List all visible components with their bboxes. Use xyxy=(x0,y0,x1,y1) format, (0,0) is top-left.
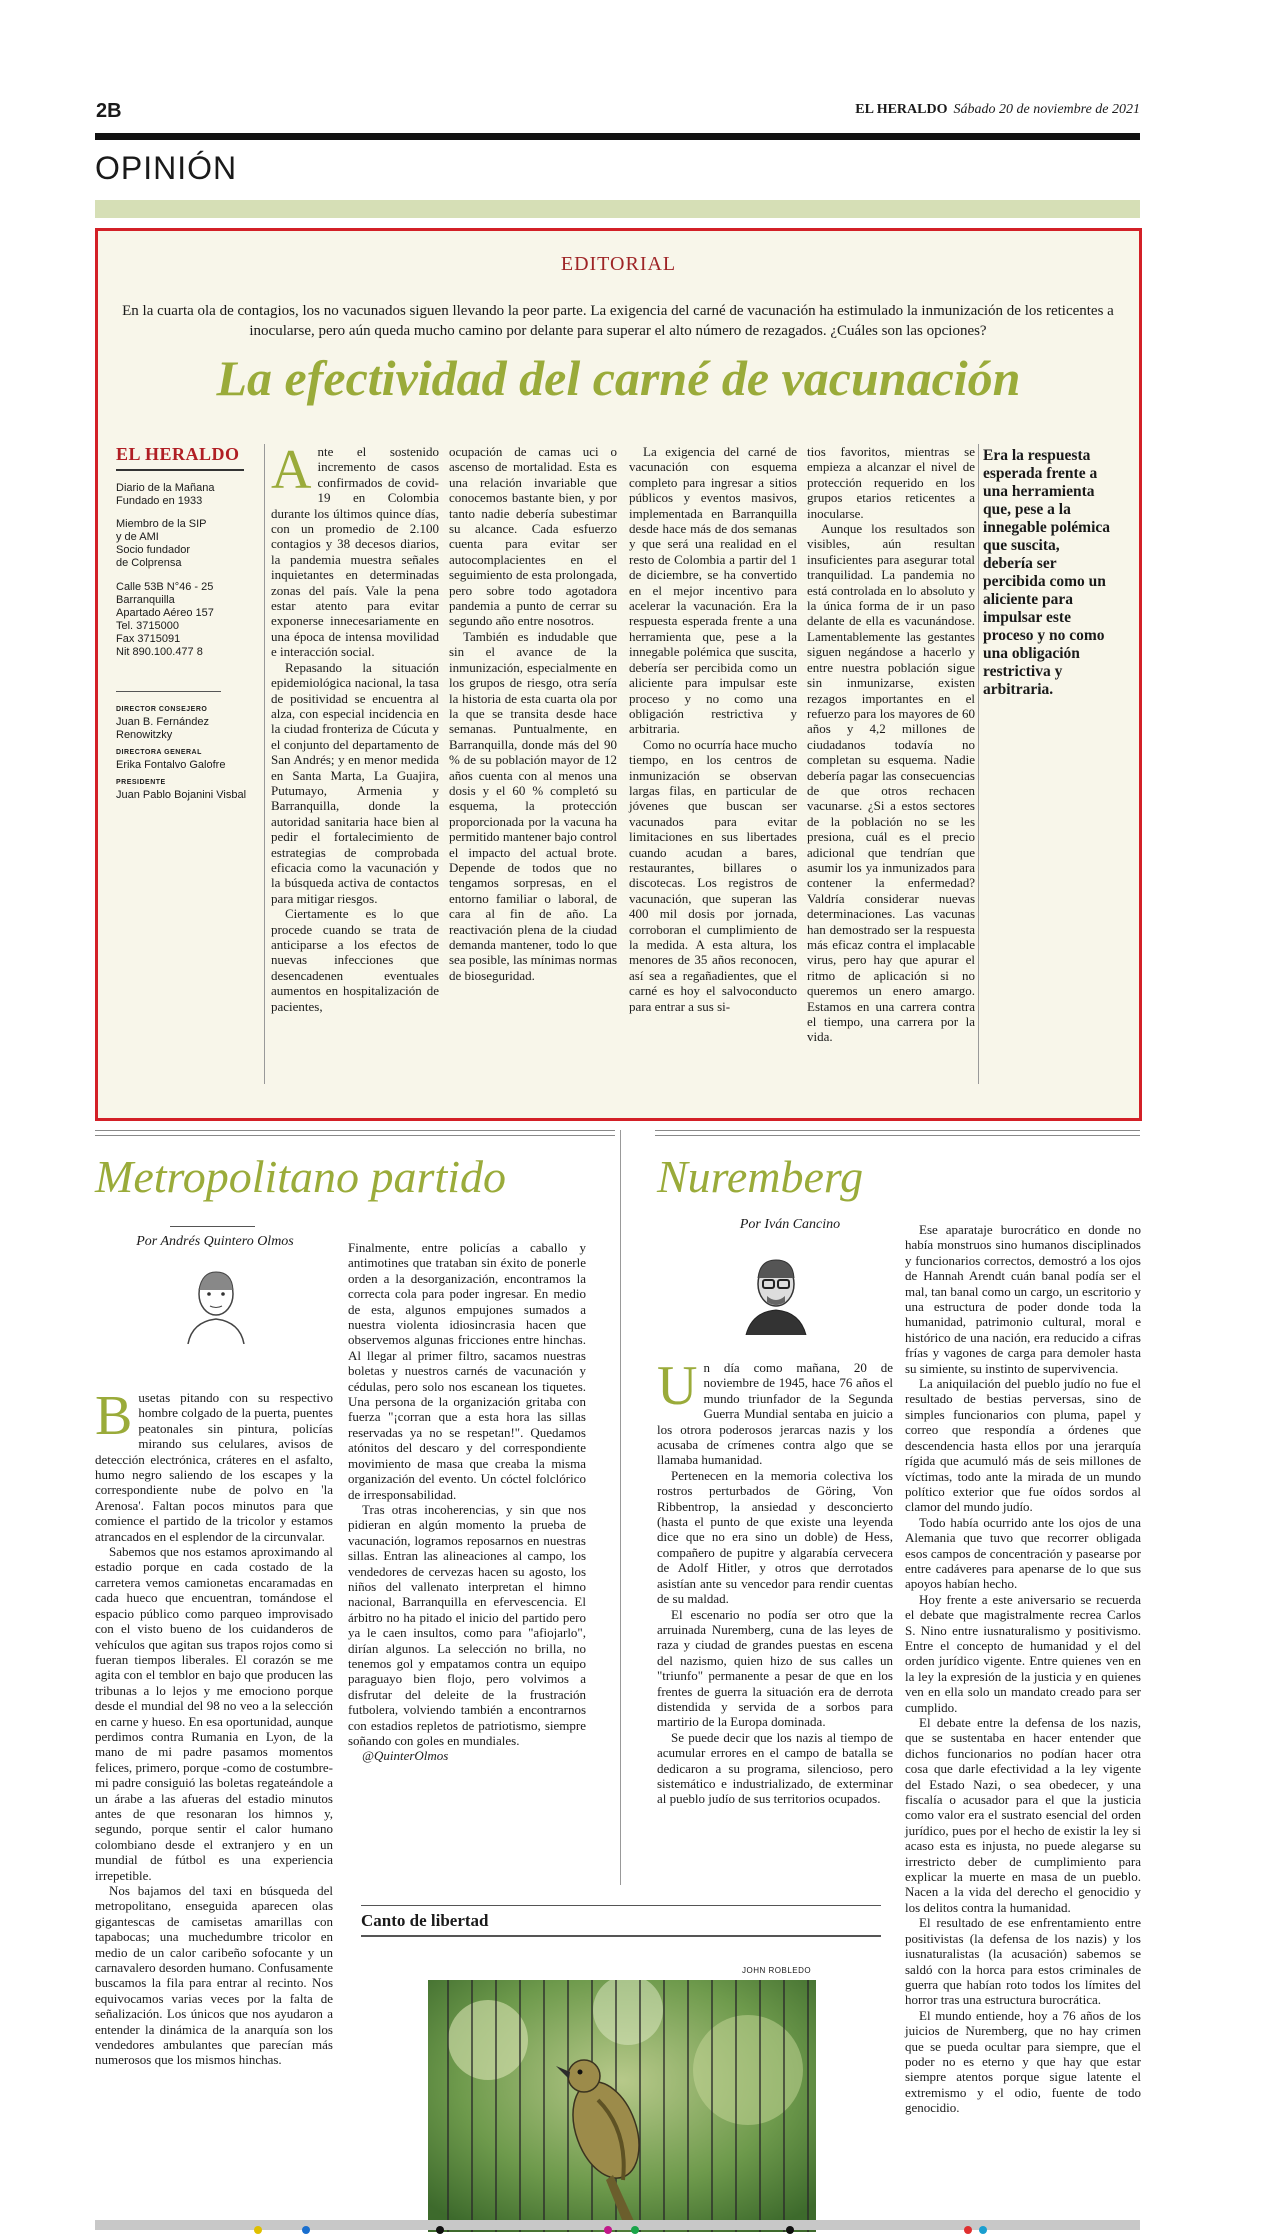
section-rule xyxy=(95,1135,615,1136)
editorial-column-3: La exigencia del carné de vacunación con esquema completo para ingresar a sitios públicos y eventos masivos, implementada en Barranquilla desde hace más de dos semanas y que será una realidad en el resto de Colombia a partir del 1 de diciembre, se ha convertido en el mejor incentivo para acelerar la vacunación. Era la respuesta esperada frente a una herramienta que, pese a la innegable polémica que suscita, debería ser percibida como un aliciente para impulsar este proceso y no como una obligación restrictiva y arbitraria. Como no ocurría hace mucho tiempo, en los centros de inmunización se observan largas filas, en particular de jóvenes que buscan ser vacunados para evitar limitaciones en sus libertades cuando acudan a bares, restaurantes, billares o discotecas. Los registros de vacunación, que superan las 400 mil dosis por jornada, corroboran el cumplimiento de la medida. A esta altura, los menores de 35 años reconocen, así sea a regañadientes, que el carné es hoy el salvoconducto para entrar a sus si- xyxy=(629,444,797,1014)
staff-directora-general: DIRECTORA GENERAL Erika Fontalvo Galofre xyxy=(116,749,226,771)
metropolitano-byline: Por Andrés Quintero Olmos xyxy=(136,1234,294,1249)
canto-title: Canto de libertad xyxy=(361,1911,489,1930)
author-handle: @QuinterOlmos xyxy=(362,1748,449,1764)
staff-rule xyxy=(116,691,221,692)
section-rule xyxy=(95,1130,615,1131)
staff-memberships: Miembro de la SIP y de AMI Socio fundador de Colprensa xyxy=(116,518,207,569)
section-band xyxy=(95,200,1140,218)
newspaper-name: EL HERALDO xyxy=(855,102,948,117)
section-rule xyxy=(655,1130,1140,1131)
photo-credit: JOHN ROBLEDO xyxy=(742,1966,812,1975)
column-rule xyxy=(978,444,979,1084)
editorial-column-2: ocupación de camas uci o ascenso de mortalidad. Esta es una relación invariable que conocemos bastante bien, y por tanto nadie debería subestimar su alcance. Cada esfuerzo cuenta para evitar ser autocomplacientes en el seguimiento de esta prolongada, pero sobre todo agotadora pandemia a punto de cerrar su segundo año entre nosotros. También es indudable que sin el avance de la inmunización, especialmente en los grupos de riesgo, otra sería la historia de esta cuarta ola por la que se transita desde hace semanas. Puntualmente, en Barranquilla, donde más del 90 % de su población mayor de 12 años cuenta con al menos una dosis y el 60 % completó su esquema, la protección proporcionada por la vacuna ha permitido mantener bajo control el impacto del actual brote. Depende de todos que no tengamos sorpresas, en el entorno familiar o laboral, de cara al fin de año. La reactivación plena de la ciudad demanda mantener, todo lo que sea posible, las mínimas normas de bioseguridad. xyxy=(449,444,617,983)
column-rule xyxy=(620,1130,621,1885)
section-rule xyxy=(655,1135,1140,1136)
bird-cage-photo xyxy=(428,1980,816,2232)
editorial-kicker: EDITORIAL xyxy=(560,253,677,275)
drop-cap: U xyxy=(657,1355,698,1417)
metropolitano-column-1: Busetas pitando con su respectivo hombre colgado de la puerta, puentes peatonales sin pintura, policías mirando sus celulares, avisos de detección electrónica, cráteres en el asfalto, humo negro saliendo de los escapes y la correspondiente nube de polvo en 'la Arenosa'. Faltan pocos minutos para que comience el partido de la tricolor y estamos atrancados en el esplendor de la circunvalar. Sabemos que nos estamos aproximando al estadio porque en cada costado de la carretera vemos camionetas encaramadas en cada hueco que encuentran, tomándose el espacio público como parqueo improvisado con el visto bueno de los cuidanderos de vehículos que agitan sus trapos rojos como si fueran tiempos liberales. El corazón se me agita con el temblor en bajo que producen las tribunas a lo lejos y me emociono porque desde el mundial del 98 no veo a la selección en carne y hueso. En esa oportunidad, aunque perdimos contra Rumania en Lyon, de la mano de mi padre pasamos momentos felices, primero, porque -como de costumbre- mi padre consiguió las boletas regateándole a un árabe a las afueras del estadio minutos antes de que resonaran los himnos y, segundo, porque sentir el calor humano colombiano desde el extranjero y en un mundial de fútbol es una experiencia irrepetible. Nos bajamos del taxi en búsqueda del metropolitano, enseguida aparecen olas gigantescas de camisetas amarillas con tapabocas; una muchedumbre tricolor en medio de un calor caribeño sofocante y un carnavalero desorden humano. Confusamente buscamos la fila para entrar al recinto. Nos equivocamos varias veces por la falta de señalización. Los únicos que nos ayudaron a entender la dinámica de la anarquía son los vendedores ambulantes que parecían más numerosos que los mismos hinchas. xyxy=(95,1385,333,2068)
drop-cap: B xyxy=(95,1385,133,1447)
editorial-deck: En la cuarta ola de contagios, los no vacunados siguen llevando la peor parte. La exigencia del carné de vacunación ha estimulado la inmunización de los reticentes a inocularse, pero aún queda mucho camino por delante para superar el alto número de rezagados. ¿Cuáles son las opciones? xyxy=(122,303,1114,339)
metropolitano-headline: Metropolitano partido xyxy=(95,1151,507,1202)
editorial-headline: La efectividad del carné de vacunación xyxy=(216,350,1021,406)
nuremberg-column-1: Un día como mañana, 20 de noviembre de 1945, hace 76 años el mundo triunfador de la Segunda Guerra Mundial sentaba en juicio a los otrora poderosos jerarcas nazis y los acusaba de crímenes contra algo que se llamaba humanidad. Pertenecen en la memoria colectiva los rostros perturbados de Göring, Von Ribbentrop, la ansiedad y desconcierto (hasta el punto de que existe una leyenda dice que no era sino un doble) de Hess, compañero de pupitre y algarabía cervecera de Adolf Hitler, y otros que derrotados asistían ante su vencedor para rendir cuentas de su maldad. El escenario no podía ser otro que la arruinada Nuremberg, cuna de las leyes de raza y ciudad de grandes puestas en escena del nazismo, quien hizo de sus calles un "triunfo" permanente a pesar de que en los frentes de guerra la situación era de derrota distendida y servida de a sorbos para martirio de la Europa dominada. Se puede decir que los nazis al tiempo de acumular errores en el campo de batalla se dedicaron a su programa, silencioso, pero sistemático e industrializado, de exterminar al pueblo judío de sus territorios ocupados. xyxy=(657,1355,893,1807)
staff-address: Calle 53B N°46 - 25 Barranquilla Apartado Aéreo 157 Tel. 3715000 Fax 3715091 Nit 890.100.477 8 xyxy=(116,581,214,658)
nuremberg-headline: Nuremberg xyxy=(657,1151,864,1202)
column-rule xyxy=(264,444,265,1084)
nuremberg-column-2: Ese aparataje burocrático en donde no había monstruos sino humanos disciplinados y funcionarios correctos, demostró a los ojos de Hannah Arendt cuán banal podía ser el mal, tan banal como un cargo, un escritorio y una estructura de poder donde toda la humanidad, patrimonio cultural, moral e histórico de una nación, era reducido a cifras frías y vagones de carga para demoler hasta su simiente, su instinto de supervivencia. La aniquilación del pueblo judío no fue el resultado de bestias perversas, sino de simples funcionarios con pluma, papel y correo que respondía a órdenes que descendencia hasta ellos por una jerarquía rígida que acumuló más de seis millones de víctimas, todo ante la mirada de un mundo político exterior que fue oídos sordos al clamor del mundo judío. Todo había ocurrido ante los ojos de una Alemania que tuvo que recorrer obligada esos campos de concentración y pasearse por entre cadáveres para apenarse de lo que sus apoyos habían hecho. Hoy frente a este aniversario se recuerda el debate que magistralmente recrea Carlos S. Nino entre iusnaturalismo y positivismo. Entre el concepto de humanidad y el del orden jurídico vigente. Entre quienes ven en la ley la expresión de la justicia y en quienes ven en ella solo un mandato creado para ser cumplido. El debate entre la defensa de los nazis, que se sustentaba en hacer entender que dichos funcionarios no podían hacer otra cosa que darle efectividad a la ley vigente del Estado Nazi, o sea obedecer, y una fiscalía o acusador para el que la justicia como valor era el sustrato esencial del orden jurídico, pues por el hecho de existir la ley si acaso esta es injusta, no puede alegarse su irrestricto deber de cumplimiento para explicar la muerte en masa de un pueblo. Nacen a la vida del derecho el genocidio y los delitos contra la humanidad. El resultado de ese enfrentamiento entre positivistas (la defensa de los nazis) y los iusnaturalistas (la acusación) sabemos se saldó con la horca para estos criminales de guerra que habían roto todos los límites del horror tras una estructura burocrática. El mundo entiende, hoy a 76 años de los juicios de Nuremberg, que no hay crimen que se pueda ocultar para siempre, que el poder no es eterno y que hay que estar siempre atentos porque sigue latente el extremismo y el odio, fuente de todo genocidio. xyxy=(905,1222,1141,2116)
drop-cap: A xyxy=(271,439,312,501)
byline-rule xyxy=(170,1226,255,1227)
canto-rule xyxy=(361,1935,881,1937)
author-portrait xyxy=(740,1250,812,1335)
section-title: OPINIÓN xyxy=(95,150,238,186)
nuremberg-byline: Por Iván Cancino xyxy=(739,1217,841,1232)
page-number: 2B xyxy=(96,100,122,122)
el-heraldo-logo: EL HERALDO xyxy=(116,444,240,464)
pull-quote: Era la respuesta esperada frente a una herramienta que, pese a la innegable polémica que suscita, debería ser percibida como un aliciente para impulsar este proceso y no como una obligación restrictiva y arbitraria. xyxy=(983,447,1111,698)
editorial-column-4: tios favoritos, mientras se empieza a alcanzar el nivel de protección requerido en los grupos etarios reticentes a inocularse. Aunque los resultados son visibles, aún resultan insuficientes para asegurar total tranquilidad. La pandemia no está controlada en lo absoluto y la única forma de ir un paso delante de ella es vacunándose. Lamentablemente las gestantes siguen negándose a hacerlo y entre nuestra población sigue sin inmunizarse, existen rezagos importantes en el refuerzo para los mayores de 60 años y 4,2 millones de ciudadanos todavía no completan su esquema. Nadie debería pagar las consecuencias de que otros rechacen vacunarse. ¿Si a estos sectores de la población no se les presiona, cuál es el precio adicional que tendrían que asumir los ya inmunizados para contener la enfermedad? Valdría considerar nuevas determinaciones. Las vacunas han demostrado ser la respuesta más eficaz contra el implacable virus, pero hay que apurar el ritmo de aplicación si no queremos un enero amargo. Estamos en una carrera contra el tiempo, una carrera por la vida. xyxy=(807,444,975,1045)
print-color-bar xyxy=(95,2220,1140,2230)
canto-rule xyxy=(361,1905,881,1906)
header-rule xyxy=(95,133,1140,140)
editorial-column-1: Ante el sostenido incremento de casos confirmados de covid-19 en Colombia durante los últimos quince días, con un promedio de 2.100 contagios y 38 decesos diarios, la pandemia muestra señales inquietantes en determinadas zonas del país. Vale la pena estar atento para evitar exponerse innecesariamente en una época de intensa movilidad e interacción social. Repasando la situación epidemiológica nacional, la tasa de positividad se encuentra al alza, con especial incidencia en la ciudad fronteriza de Cúcuta y el conjunto del departamento de San Andrés; y en menor medida en Santa Marta, La Guajira, Putumayo, Armenia y Barranquilla, donde la autoridad sanitaria hace bien al pedir el fortalecimiento de estrategias de comprobada eficacia como la vacunación y la búsqueda activa de contactos para mitigar riesgos. Ciertamente es lo que procede cuando se trata de anticiparse a los efectos de nuevas infecciones que desencadenen eventuales aumentos en hospitalización de pacientes, xyxy=(271,439,439,1014)
editorial-box xyxy=(95,228,1142,1121)
issue-date: Sábado 20 de noviembre de 2021 xyxy=(953,102,1140,117)
staff-founded: Diario de la Mañana Fundado en 1933 xyxy=(116,482,215,507)
staff-director-consejero: DIRECTOR CONSEJERO Juan B. Fernández Renowitzky xyxy=(116,706,209,741)
metropolitano-column-2: Finalmente, entre policías a caballo y antimotines que trataban sin éxito de ponerle orden a la desorganización, encontramos la correcta cola para poder ingresar. En medio de esta, algunos empujones sumados a nuestra violenta idiosincrasia hacen que observemos algunas fricciones entre hinchas. Al llegar al primer filtro, sacamos nuestras boletas y nuestros carnés de vacunación y cédulas, pero solo nos escanean los tiquetes. Una persona de la organización gritaba con fuerza "¡corran que a esta hora las sillas reservadas ya no se respetan!". Quedamos atónitos del descaro y del correspondiente movimiento de masa que creaba la misma organización del evento. Un cóctel folclórico de irresponsabilidad. Tras otras incoherencias, y sin que nos pidieran en algún momento la prueba de vacunación, logramos reposarnos en nuestras sillas. Entran las alineaciones al campo, los vendedores de cervezas hacen su agosto, los niños del vallenato interpretan el himno nacional, Barranquilla en efervescencia. El árbitro no ha pitado el inicio del partido pero ya le caen insultos, como para "afiojarlo", dirían algunos. La selección no brilla, no tenemos gol y empatamos contra un equipo paraguayo bien flojo, pero volvimos a disfrutar del deleite de la frustración futbolera, volviendo también a encontrarnos con estadios repletos de patriotismo, siempre soñando con goles en mundiales. @QuinterOlmos xyxy=(348,1240,586,1764)
author-portrait xyxy=(180,1264,252,1344)
logo-rule xyxy=(116,469,244,471)
masthead xyxy=(855,102,1140,118)
staff-presidente: PRESIDENTE Juan Pablo Bojanini Visbal xyxy=(116,779,247,801)
